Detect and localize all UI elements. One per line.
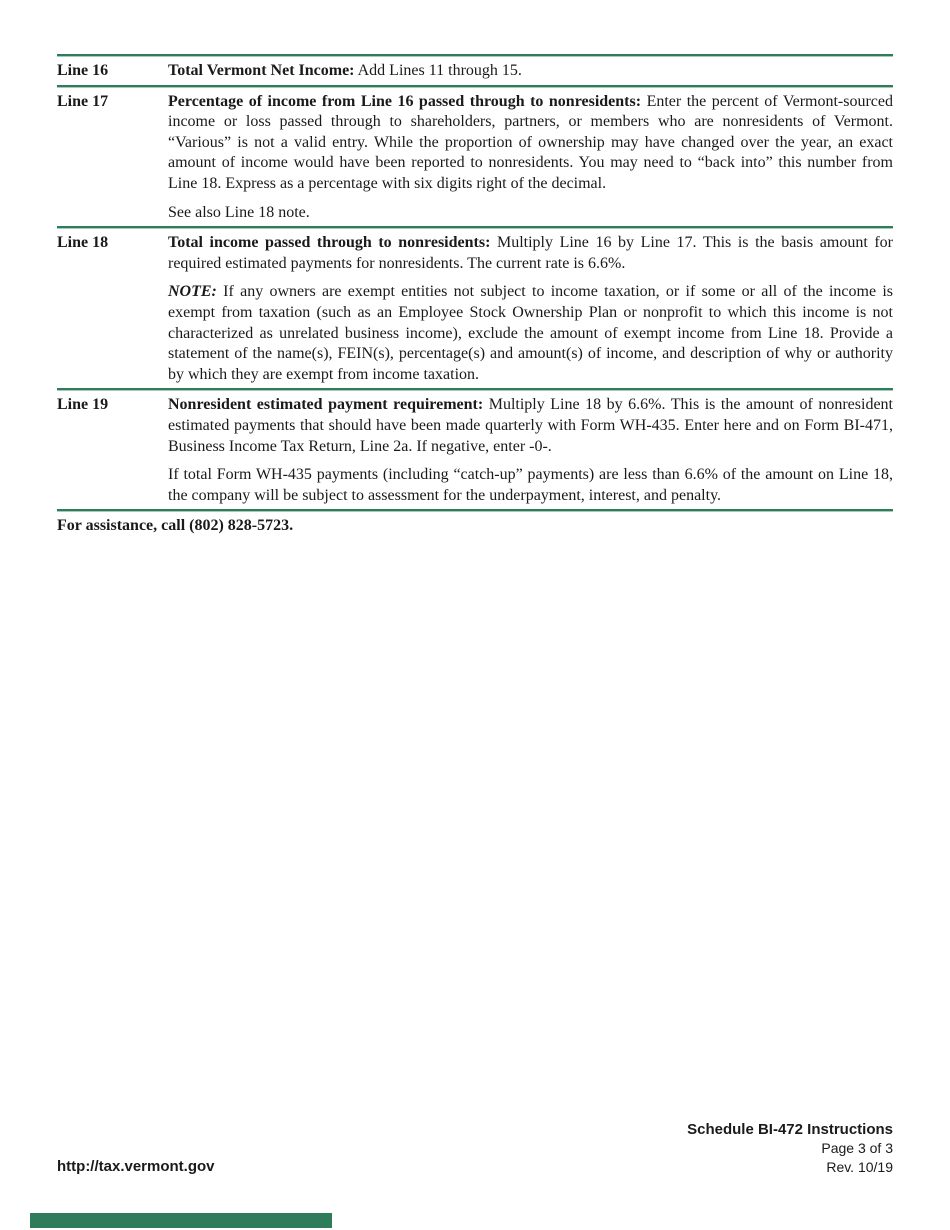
paragraph: Total income passed through to nonresidents: Multiply Line 16 by Line 17. This is the basis amount for required estimated payments for nonresidents. The current rate is 6.6%.: [168, 234, 894, 272]
instruction-section: [57, 57, 893, 85]
section-divider: [57, 509, 893, 512]
paragraph: NOTE: If any owners are exempt entities not subject to income taxation, or if some or all of the income is exempt from taxation (such as an Employee Stock Ownership Plan or nonprofit to which this income is not characterized as unrelated business income), exclude the amount of exempt income from Line 18. Provide a statement of the name(s), FEIN(s), percentage(s) and amount(s) of income, and description of why or authority by which they are exempt from income taxation.: [168, 283, 893, 383]
instruction-section: [57, 391, 893, 509]
line-label: Line 17: [57, 92, 109, 110]
instruction-section: [57, 88, 893, 227]
paragraph: Nonresident estimated payment requirement: Multiply Line 18 by 6.6%. This is the amount of nonresident estimated payments that should have been made quarterly with Form WH-435. Enter here and on Form BI-471, Business Income Tax Return, Line 2a. If negative, enter -0-.: [168, 396, 894, 455]
paragraph: If total Form WH-435 payments (including “catch-up” payments) are less than 6.6% of the amount on Line 18, the company will be subject to assessment for the underpayment, interest, and penalty.: [168, 466, 893, 504]
section-text: [168, 233, 893, 385]
paragraph: Percentage of income from Line 16 passed through to nonresidents: Enter the percent of Vermont-sourced income or loss passed through to shareholders, partners, or members who are nonresidents of Vermont. “Various” is not a valid entry. While the proportion of ownership may have changed over the year, an exact amount of income would have been reported to nonresidents. You may need to “back into” this number from Line 18. Express as a percentage with six digits right of the decimal.: [168, 92, 894, 192]
document-title: Schedule BI-472 Instructions: [687, 1121, 893, 1138]
line-label: Line 18: [57, 234, 109, 252]
revision-label: Rev. 10/19: [826, 1159, 893, 1175]
footer-right-block: [687, 1120, 893, 1177]
section-text: [168, 61, 893, 82]
paragraph: See also Line 18 note.: [168, 203, 310, 221]
line-label: Line 19: [57, 396, 109, 414]
website-url: http://tax.vermont.gov: [57, 1158, 215, 1175]
page-number: Page 3 of 3: [821, 1140, 893, 1156]
instruction-section: [57, 229, 893, 388]
assistance-note: For assistance, call (802) 828-5723.: [57, 517, 294, 535]
instructions-body: [57, 54, 893, 512]
line-label: Line 16: [57, 62, 109, 79]
footer-accent-bar: [30, 1213, 332, 1228]
paragraph: Total Vermont Net Income: Add Lines 11 through 15.: [168, 62, 522, 79]
section-text: [168, 395, 893, 506]
section-text: [168, 92, 893, 224]
